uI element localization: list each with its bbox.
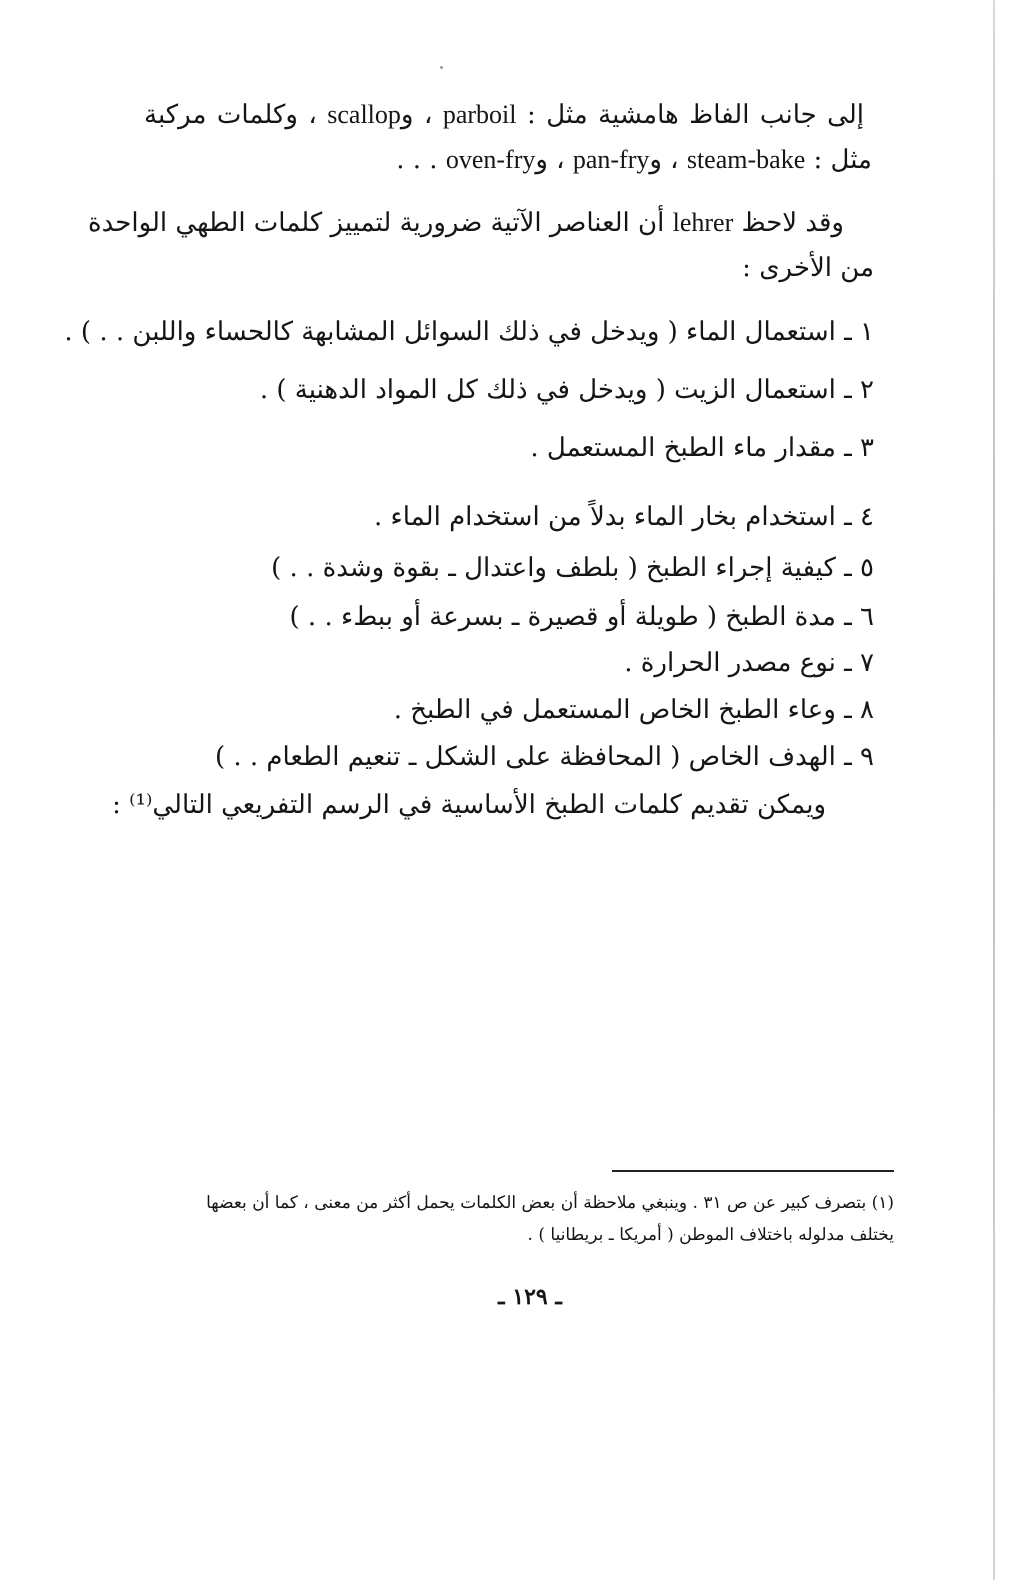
scan-speck	[440, 66, 443, 69]
paragraph-1-line-2	[396, 140, 872, 180]
list-item: ٤ ـ استخدام بخار الماء بدلاً من استخدام الماء .	[373, 502, 874, 532]
term-parboil: parboil	[442, 100, 517, 129]
list-item: ٨ ـ وعاء الطبخ الخاص المستعمل في الطبخ .	[393, 695, 874, 725]
paragraph-2-line-2: من الأخرى :	[742, 253, 874, 283]
text-run: إلى جانب الفاظ هامشية مثل :	[516, 100, 864, 130]
list-item: ٧ ـ نوع مصدر الحرارة .	[624, 648, 874, 678]
list-item: ٢ ـ استعمال الزيت ( ويدخل في ذلك كل المواد الدهنية ) .	[259, 375, 874, 405]
list-item: ١ ـ استعمال الماء ( ويدخل في ذلك السوائل المشابهة كالحساء واللبن . . ) .	[64, 317, 874, 347]
text-run: ، وكلمات مركبة	[144, 100, 328, 130]
footnote-divider	[612, 1170, 894, 1172]
text-run: ، و	[400, 100, 443, 130]
footnote-line-1: (١) بتصرف كبير عن ص ٣١ . وينبغي ملاحظة أن بعض الكلمات يحمل أكثر من معنى ، كما أن بعضها	[206, 1193, 894, 1213]
list-item: ٥ ـ كيفية إجراء الطبخ ( بلطف واعتدال ـ بقوة وشدة . . )	[271, 553, 874, 583]
term-oven-fry: oven-fry	[445, 145, 536, 174]
text-run: . . .	[396, 145, 446, 175]
term-scallop: scallop	[327, 100, 401, 129]
text-run: مثل :	[805, 145, 872, 175]
author-lehrer: lehrer	[672, 208, 734, 237]
text-run: ، و	[535, 145, 573, 175]
list-item: ٩ ـ الهدف الخاص ( المحافظة على الشكل ـ تنعيم الطعام . . )	[214, 742, 874, 772]
term-pan-fry: pan-fry	[572, 145, 650, 174]
text-run: وقد لاحظ	[733, 208, 844, 238]
closing-sentence: ويمكن تقديم كلمات الطبخ الأساسية في الرسم التفريعي التالي⁽¹⁾ :	[112, 790, 826, 820]
footnote-line-2: يختلف مدلوله باختلاف الموطن ( أمريكا ـ بريطانيا ) .	[527, 1225, 894, 1245]
paragraph-1-line-1	[144, 95, 864, 135]
text-run: ، و	[649, 145, 687, 175]
page-edge-shadow	[993, 0, 995, 1580]
term-steam-bake: steam-bake	[686, 145, 806, 174]
text-run: أن العناصر الآتية ضرورية لتمييز كلمات الطهي الواحدة	[88, 208, 673, 238]
page-number: ـ ١٢٩ ـ	[498, 1284, 562, 1310]
list-item: ٦ ـ مدة الطبخ ( طويلة أو قصيرة ـ بسرعة أو ببطء . . )	[289, 602, 874, 632]
list-item: ٣ ـ مقدار ماء الطبخ المستعمل .	[530, 433, 874, 463]
paragraph-2-line-1	[88, 203, 844, 243]
